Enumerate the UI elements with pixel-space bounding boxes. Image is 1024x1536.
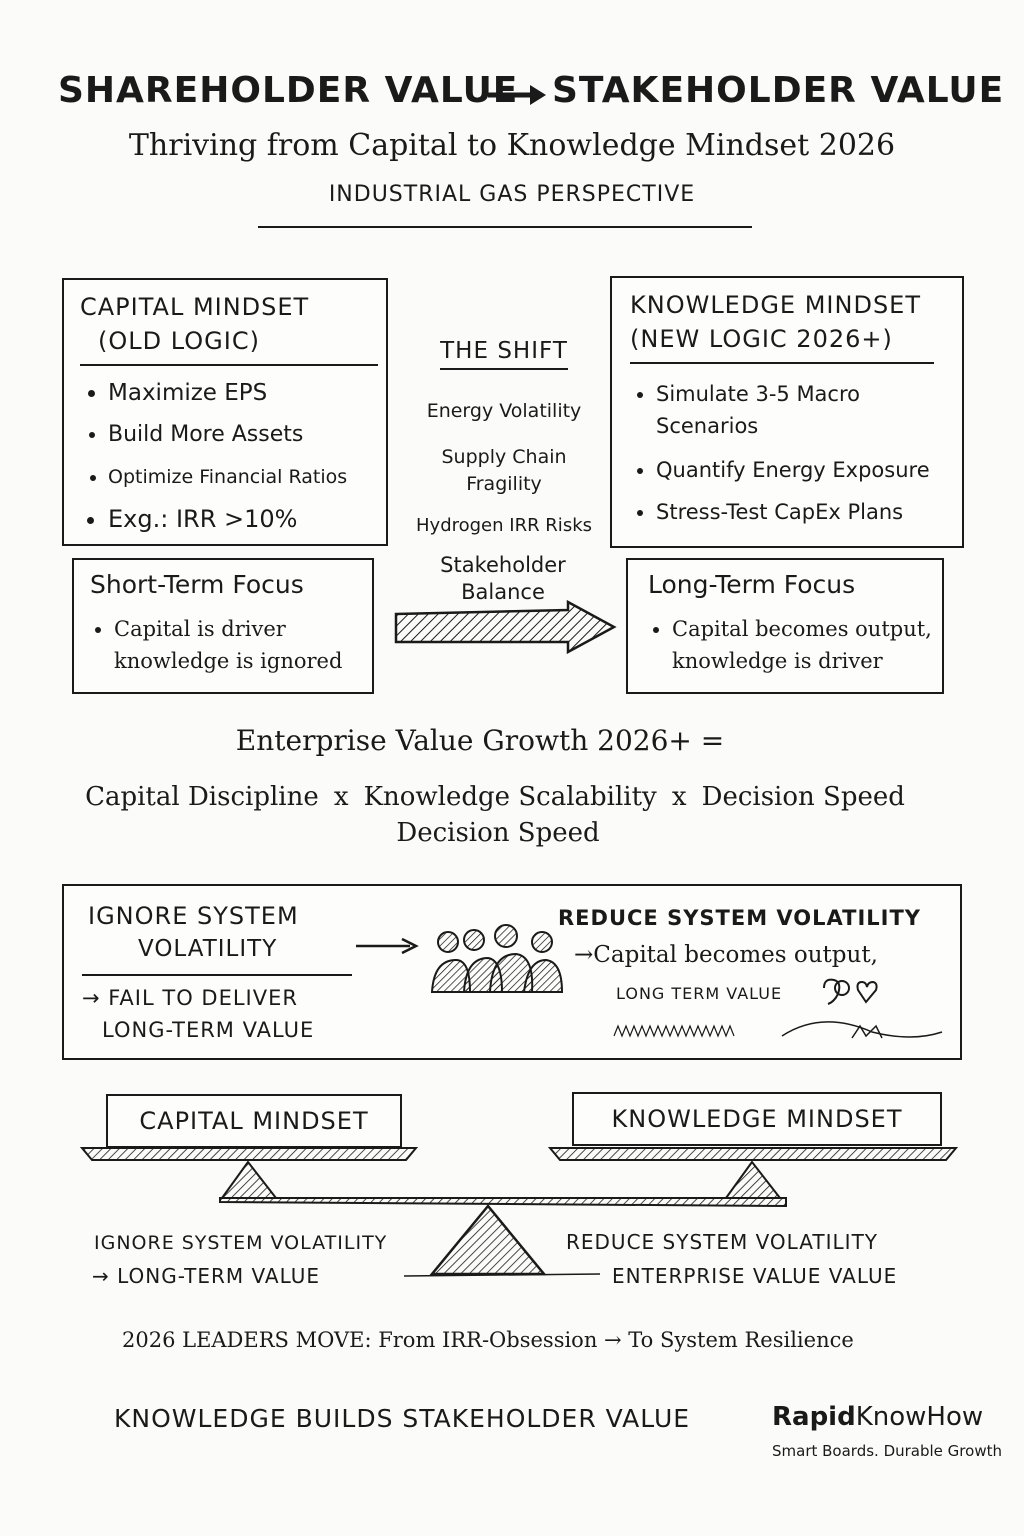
header-divider xyxy=(258,226,752,228)
reduce-volatility-caption: REDUCE SYSTEM VOLATILITY xyxy=(566,1230,878,1254)
heart-icon xyxy=(816,976,888,1010)
shift-item: Stakeholder Balance xyxy=(440,553,566,604)
equation-line-1: Enterprise Value Growth 2026+ = xyxy=(235,724,725,757)
equation-op-1: x xyxy=(333,782,349,812)
brand-name-regular: KnowHow xyxy=(855,1402,984,1432)
knowledge-divider xyxy=(630,362,934,364)
equation-op-2: x xyxy=(671,782,687,812)
list-item: • Maximize EPS xyxy=(108,380,378,406)
volatility-box xyxy=(62,884,962,1060)
list-item: • Capital is driver knowledge is ignored xyxy=(114,613,362,677)
list-item: • Stress-Test CapEx Plans xyxy=(656,496,954,528)
footer-tagline: KNOWLEDGE BUILDS STAKEHOLDER VALUE xyxy=(114,1404,691,1433)
ignore-volatility-caption: IGNORE SYSTEM VOLATILITY xyxy=(94,1232,388,1254)
ignore-volatility-2: VOLATILITY xyxy=(138,936,278,962)
arrow-right-icon: → xyxy=(82,986,109,1010)
arrow-right-icon: → xyxy=(92,1264,118,1288)
short-term-list xyxy=(90,613,362,677)
equation-line-3: Decision Speed xyxy=(396,818,600,848)
arrow-right-icon: → xyxy=(574,942,594,968)
list-item: • Quantify Energy Exposure xyxy=(656,454,954,486)
equation-term-2: Knowledge Scalability xyxy=(363,782,657,812)
shift-heading: THE SHIFT xyxy=(398,338,610,364)
header-title xyxy=(0,70,1024,120)
fail-deliver-line-2: LONG-TERM VALUE xyxy=(102,1018,315,1042)
reduce-volatility-heading: REDUCE SYSTEM VOLATILITY xyxy=(558,906,922,930)
long-term-value-small: LONG TERM VALUE xyxy=(616,984,783,1003)
enterprise-value-caption: ENTERPRISE VALUE VALUE xyxy=(612,1264,898,1288)
fail-deliver-line: → FAIL TO DELIVER xyxy=(82,986,298,1010)
grass-icon xyxy=(612,1014,946,1044)
shift-item: Hydrogen IRR Risks xyxy=(416,515,592,536)
reduce-volatility-text: →Capital becomes output, xyxy=(574,942,878,968)
brand-name-bold: Rapid xyxy=(772,1402,856,1432)
knowledge-heading-2: (NEW LOGIC 2026+) xyxy=(630,325,893,353)
brand-logo xyxy=(772,1402,983,1432)
volatility-divider xyxy=(82,974,352,976)
arrow-right-icon xyxy=(354,936,420,956)
long-term-heading: Long-Term Focus xyxy=(648,570,856,599)
equation-term-1: Capital Discipline xyxy=(85,782,319,812)
short-term-box xyxy=(72,558,374,694)
list-item: • Simulate 3-5 Macro Scenarios xyxy=(656,378,954,442)
shift-item: Supply Chain Fragility xyxy=(441,446,567,495)
knowledge-mindset-label: KNOWLEDGE MINDSET xyxy=(572,1092,942,1146)
leaders-move: 2026 LEADERS MOVE: From IRR-Obsession → To System Resilience xyxy=(122,1328,854,1352)
title-right: STAKEHOLDER VALUE xyxy=(552,70,1005,111)
equation-line-2 xyxy=(0,782,990,812)
capital-heading-2: (OLD LOGIC) xyxy=(98,327,260,355)
list-item: • Optimize Financial Ratios xyxy=(108,464,378,490)
capital-mindset-box xyxy=(62,278,388,546)
knowledge-list xyxy=(630,378,954,528)
title-left: SHAREHOLDER VALUE xyxy=(58,70,519,111)
knowledge-heading-1: KNOWLEDGE MINDSET xyxy=(630,291,921,319)
brand-subtitle: Smart Boards. Durable Growth xyxy=(772,1442,1002,1460)
capital-heading-1: CAPITAL MINDSET xyxy=(80,293,310,321)
list-item: • Exg.: IRR >10% xyxy=(108,506,378,532)
list-item: • Capital becomes output, knowledge is driver xyxy=(672,613,932,677)
long-term-list xyxy=(648,613,932,677)
long-term-value-caption: → LONG-TERM VALUE xyxy=(92,1264,321,1288)
ignore-volatility-1: IGNORE SYSTEM xyxy=(88,902,299,930)
short-term-heading: Short-Term Focus xyxy=(90,570,304,599)
equation-term-3: Decision Speed xyxy=(701,782,905,812)
capital-mindset-label: CAPITAL MINDSET xyxy=(106,1094,402,1148)
people-group-icon xyxy=(430,920,564,994)
subtitle: Thriving from Capital to Knowledge Mindset 2026 xyxy=(128,128,896,163)
capital-list xyxy=(80,380,378,532)
capital-divider xyxy=(80,364,378,366)
shift-arrow-icon xyxy=(392,600,618,654)
long-term-box xyxy=(626,558,944,694)
list-item: • Build More Assets xyxy=(108,422,378,448)
knowledge-mindset-box xyxy=(610,276,964,548)
perspective-label: INDUSTRIAL GAS PERSPECTIVE xyxy=(328,182,696,207)
shift-item: Energy Volatility xyxy=(426,400,582,422)
arrow-right-icon xyxy=(486,80,548,110)
